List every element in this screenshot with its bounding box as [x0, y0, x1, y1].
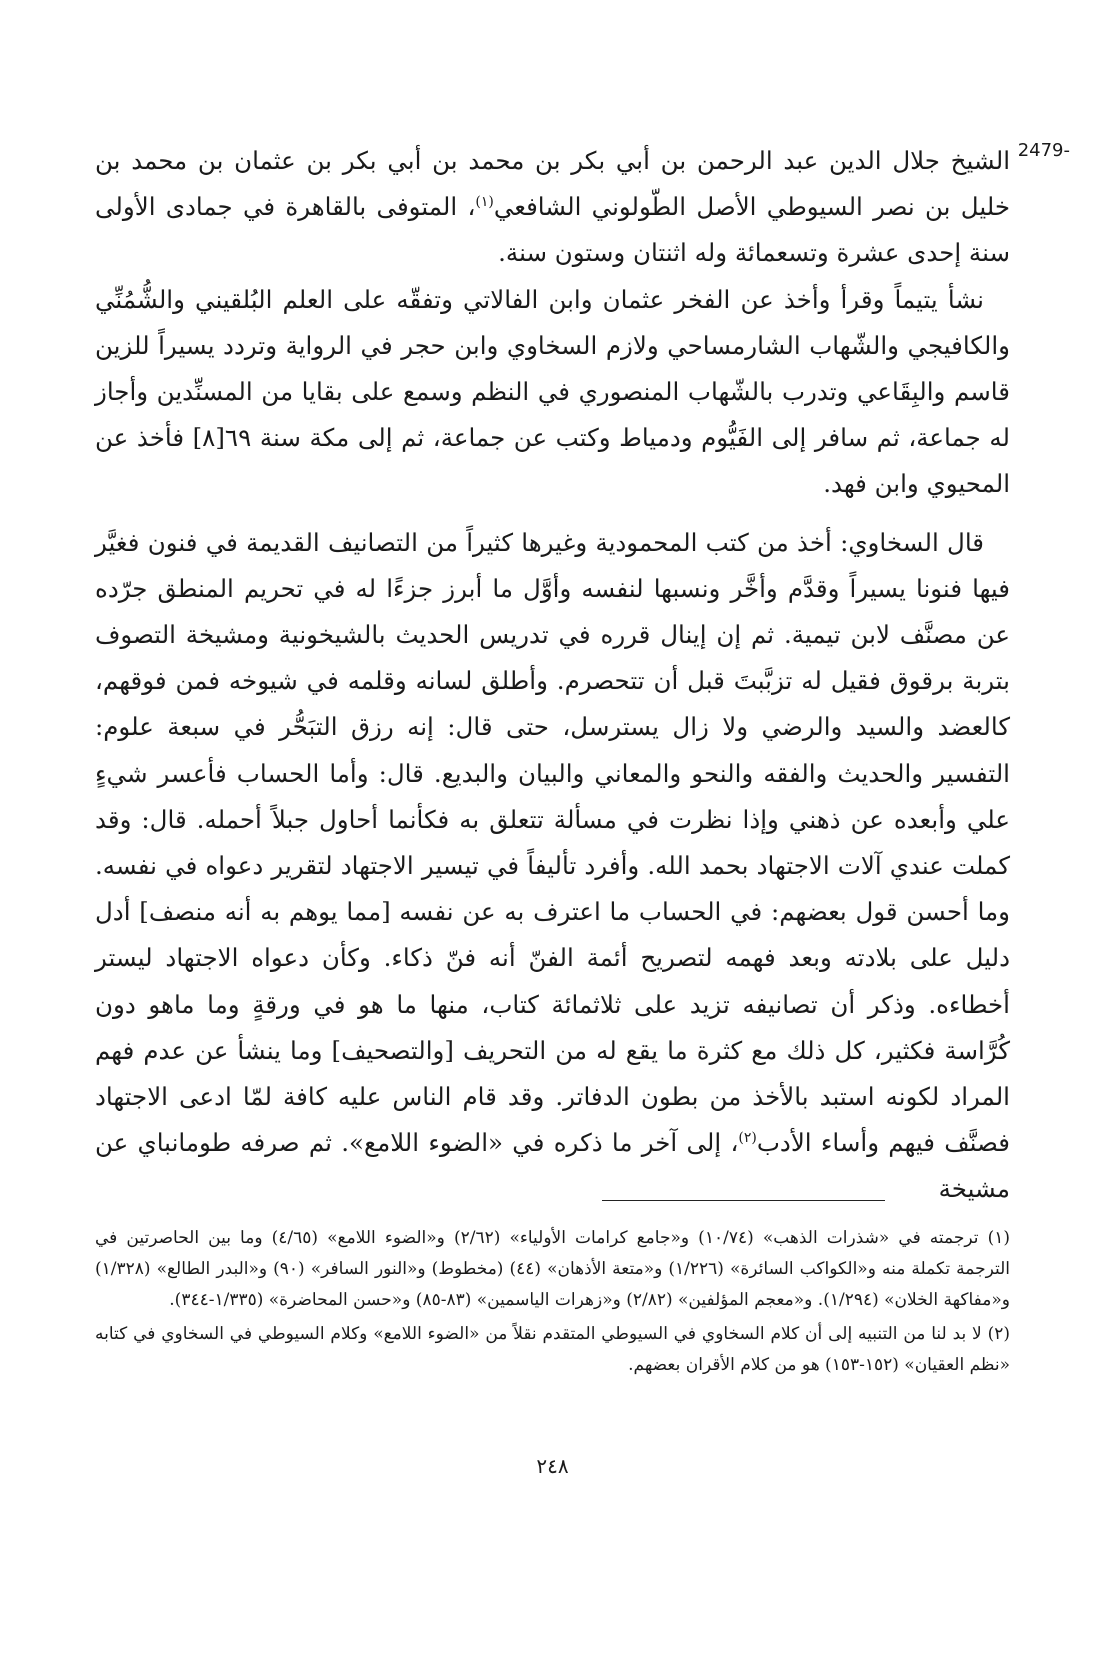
- footnote-ref-2[interactable]: (٢): [738, 1130, 757, 1147]
- entry-heading-paragraph: [95, 138, 1010, 277]
- entry-paragraph-3: [95, 520, 1010, 1213]
- entry-number: 2479-: [1017, 140, 1070, 161]
- footnote-2: (٢) لا بد لنا من التنبيه إلى أن كلام السخاوي في السيوطي المتقدم نقلاً من «الضوء اللامع» وكلام السيوطي في السخاوي في كتابه «نظم العقيان» (١٥٢-١٥٣) هو من كلام الأقران بعضهم.: [95, 1324, 1010, 1375]
- footnote-ref-1[interactable]: (١): [475, 194, 494, 211]
- page-number: ٢٤٨: [536, 1454, 569, 1478]
- entry-paragraph-3-text: قال السخاوي: أخذ من كتب المحمودية وغيرها كثيراً من التصانيف القديمة في فنون فغيَّر فيها فنونا يسيراً وقدَّم وأخَّر ونسبها لنفسه وأوَّل ما أبرز جزءًا له في تحريم المنطق جرّده عن مصنَّف لابن تيمية. ثم إن إينال قرره في تدريس الحديث بالشيخونية ومشيخة التصوف بتربة برقوق فقيل له تزبَّبتَ قبل أن تتحصرم. وأطلق لسانه وقلمه في شيوخه فمن فوقهم، كالعضد والسيد والرضي ولا زال يسترسل، حتى قال: إنه رزق التبَحُّر في سبعة علوم: التفسير والحديث والفقه والنحو والمعاني والبيان والبديع. قال: وأما الحساب فأعسر شيءٍ علي وأبعده عن ذهني وإذا نظرت في مسألة تتعلق به فكأنما أحاول جبلاً أحمله. قال: وقد كملت عندي آلات الاجتهاد بحمد الله. وأفرد تأليفاً في تيسير الاجتهاد لتقرير دعواه في نفسه. وما أحسن قول بعضهم: في الحساب ما اعترف به عن نفسه [مما يوهم به أنه منصف] أدل دليل على بلادته وبعد فهمه لتصريح أئمة الفنّ أنه فنّ ذكاء. وكأن دعواه الاجتهاد ليستر أخطاءه. وذكر أن تصانيفه تزيد على ثلاثمائة كتاب، منها ما هو في ورقةٍ وما ماهو دون كُرَّاسة فكثير، كل ذلك مع كثرة ما يقع له من التحريف [والتصحيف] وما ينشأ عن عدم فهم المراد لكونه استبد بالأخذ من بطون الدفاتر. وقد قام الناس عليه كافة لمّا ادعى الاجتهاد فصنَّف فيهم وأساء الأدب: [95, 527, 1010, 1158]
- entry-heading-text: الشيخ جلال الدين عبد الرحمن بن أبي بكر بن محمد بن أبي بكر بن عثمان بن محمد بن خليل بن نصر السيوطي الأصل الطّولوني الشافعي: [95, 146, 1010, 222]
- footnotes: [95, 1223, 1010, 1381]
- entry-paragraph-3-text-cont: ، إلى آخر ما ذكره في «الضوء اللامع». ثم صرفه طومانباي عن مشيخة: [95, 1128, 1010, 1204]
- entry-paragraph-2: نشأ يتيماً وقرأ وأخذ عن الفخر عثمان وابن الفالاتي وتفقّه على العلم البُلقيني والشُّمُنِّي والكافيجي والشّهاب الشارمساحي ولازم السخاوي وابن حجر في الرواية وتردد يسيراً للزين قاسم والبِقَاعي وتدرب بالشّهاب المنصوري في النظم وسمع على بقايا من المسنِّدين وأجاز له جماعة، ثم سافر إلى الفَيُّوم ودمياط وكتب عن جماعة، ثم إلى مكة سنة ٦٩[٨] فأخذ عن المحيوي وابن فهد.: [95, 284, 1010, 499]
- footnote-separator: [602, 1200, 885, 1201]
- entry-heading-text-cont: ، المتوفى بالقاهرة في جمادى الأولى سنة إحدى عشرة وتسعمائة وله اثنتان وستون سنة.: [95, 192, 1010, 268]
- main-text: [95, 138, 1070, 1213]
- biography-entry: [95, 138, 1070, 1213]
- footnote-1: (١) ترجمته في «شذرات الذهب» (١٠/٧٤) و«جامع كرامات الأولياء» (٢/٦٢) و«الضوء اللامع» (٤/٦٥) وما بين الحاصرتين في الترجمة تكملة منه و«الكواكب السائرة» (١/٢٢٦) و«متعة الأذهان» (٤٤) (مخطوط) و«النور السافر» (٩٠) و«البدر الطالع» (١/٣٢٨) و«مفاكهة الخلان» (١/٢٩٤). و«معجم المؤلفين» (٢/٨٢) و«زهرات الياسمين» (٨٣-٨٥) و«حسن المحاضرة» (١/٣٣٥-٣٤٤).: [95, 1228, 1010, 1310]
